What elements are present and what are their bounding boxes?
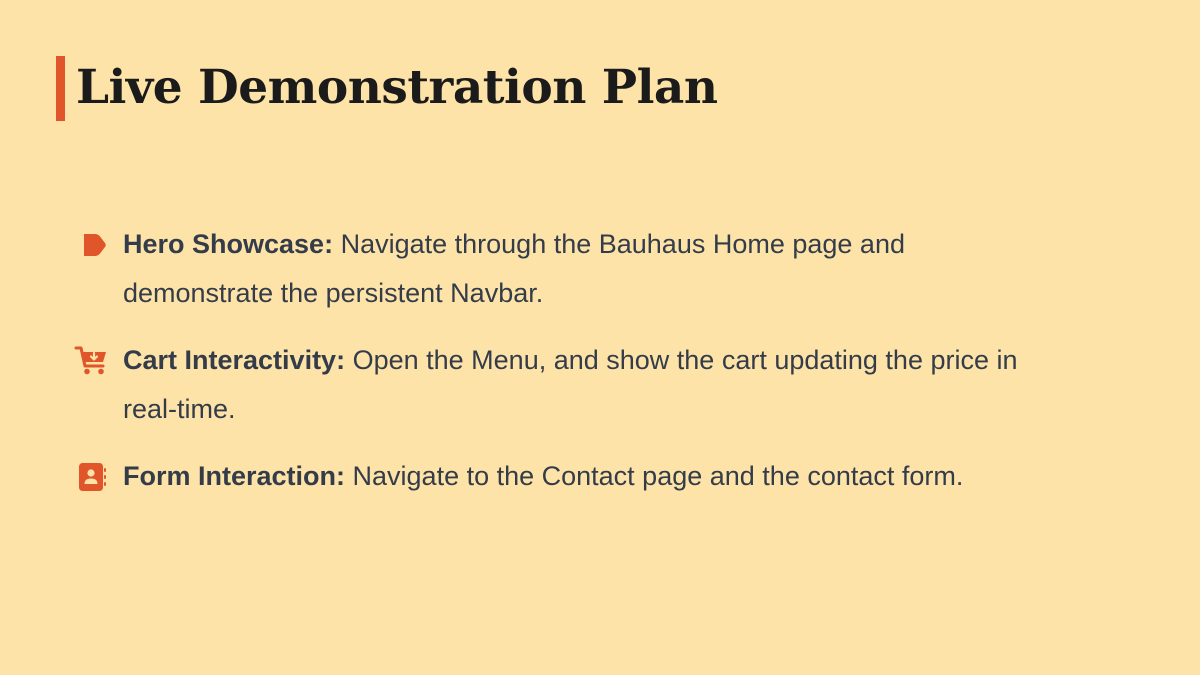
bullet-heading: Form Interaction: bbox=[123, 461, 346, 491]
bullet-cart-interactivity bbox=[74, 336, 1033, 434]
cart-icon bbox=[74, 343, 110, 379]
contact-book-icon bbox=[74, 459, 110, 495]
play-icon bbox=[74, 227, 110, 263]
bullet-text: Navigate through the Bauhaus Home page and demonstrate the persistent Navbar. bbox=[123, 229, 905, 308]
bullet-list bbox=[74, 220, 1074, 519]
bullet-heading: Hero Showcase: bbox=[123, 229, 334, 259]
title-accent-bar bbox=[56, 56, 65, 121]
bullet-hero-showcase bbox=[74, 220, 1003, 318]
bullet-heading: Cart Interactivity: bbox=[123, 345, 346, 375]
bullet-text: Open the Menu, and show the cart updating the price in real-time. bbox=[123, 345, 1018, 424]
slide-title: Live Demonstration Plan bbox=[76, 60, 718, 115]
bullet-text: Navigate to the Contact page and the contact form. bbox=[345, 461, 964, 491]
bullet-form-interaction bbox=[74, 452, 1123, 501]
